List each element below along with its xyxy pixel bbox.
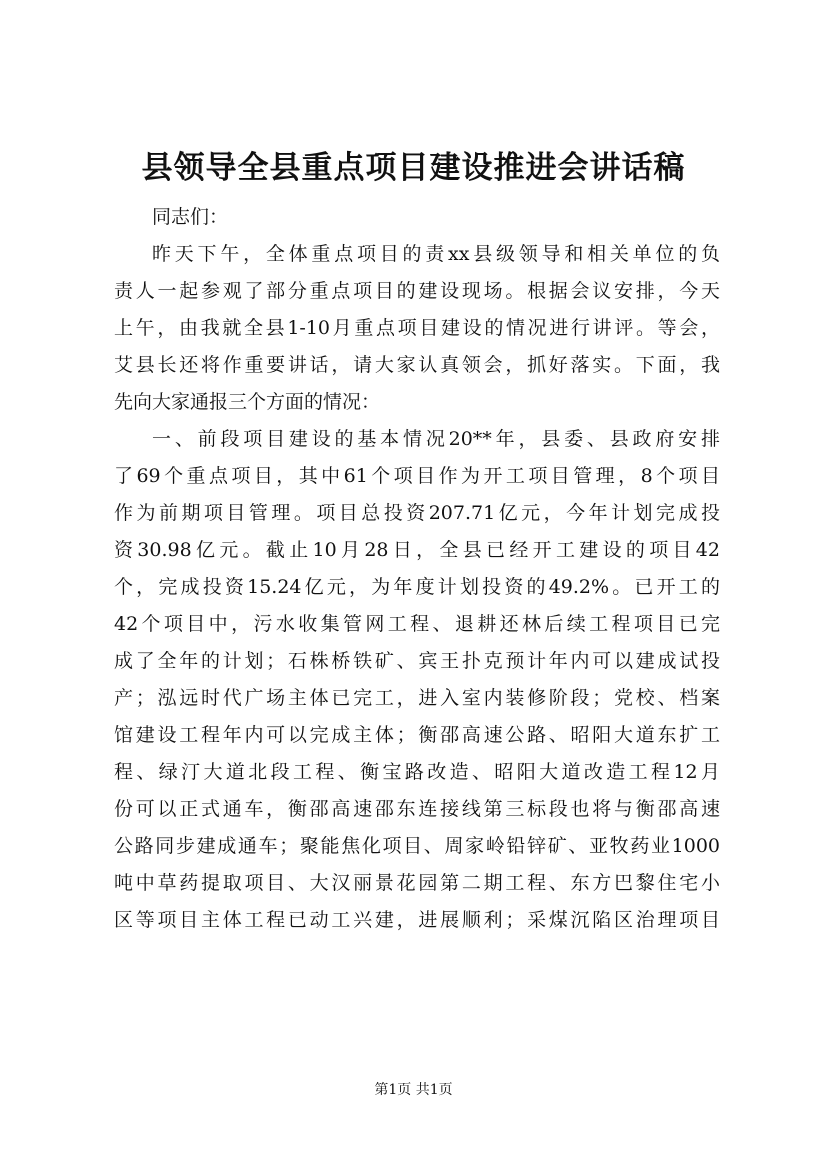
page-footer: 第1页 共1页 — [374, 1082, 453, 1098]
body-line: 资30.98亿元。截止10月28日，全县已经开工建设的项目42 — [114, 539, 720, 561]
body-line: 份可以正式通车，衡邵高速邵东连接线第三标段也将与衡邵高速 — [114, 798, 720, 820]
body-line: 区等项目主体工程已动工兴建，进展顺利；采煤沉陷区治理项目 — [114, 909, 720, 931]
body-line: 吨中草药提取项目、大汉丽景花园第二期工程、东方巴黎住宅小 — [114, 872, 720, 894]
body-line: 上午，由我就全县1-10月重点项目建设的情况进行讲评。等会， — [114, 317, 720, 339]
body-line: 昨天下午，全体重点项目的责xx县级领导和相关单位的负 — [152, 243, 720, 265]
body-line: 一、前段项目建设的基本情况20**年，县委、县政府安排 — [152, 428, 720, 450]
body-line: 艾县长还将作重要讲话，请大家认真领会，抓好落实。下面，我 — [114, 354, 720, 376]
body-line: 成了全年的计划；石株桥铁矿、宾王扑克预计年内可以建成试投 — [114, 650, 720, 672]
body-line: 馆建设工程年内可以完成主体；衡邵高速公路、昭阳大道东扩工 — [114, 724, 720, 746]
document-body — [114, 199, 720, 939]
body-line: 责人一起参观了部分重点项目的建设现场。根据会议安排，今天 — [114, 280, 720, 302]
body-line: 个，完成投资15.24亿元，为年度计划投资的49.2%。已开工的 — [114, 576, 720, 598]
body-line: 程、绿汀大道北段工程、衡宝路改造、昭阳大道改造工程12月 — [114, 761, 720, 783]
document-title: 县领导全县重点项目建设推进会讲话稿 — [141, 150, 686, 186]
body-line: 了69个重点项目，其中61个项目作为开工项目管理，8个项目 — [114, 465, 720, 487]
body-line: 42个项目中，污水收集管网工程、退耕还林后续工程项目已完 — [114, 613, 720, 635]
body-line: 作为前期项目管理。项目总投资207.71亿元，今年计划完成投 — [114, 502, 720, 524]
body-line: 产；泓远时代广场主体已完工，进入室内装修阶段；党校、档案 — [114, 687, 720, 709]
body-line: 同志们： — [152, 206, 229, 228]
body-line: 先向大家通报三个方面的情况： — [114, 391, 381, 413]
body-line: 公路同步建成通车；聚能焦化项目、周家岭铅锌矿、亚牧药业1000 — [114, 835, 720, 857]
